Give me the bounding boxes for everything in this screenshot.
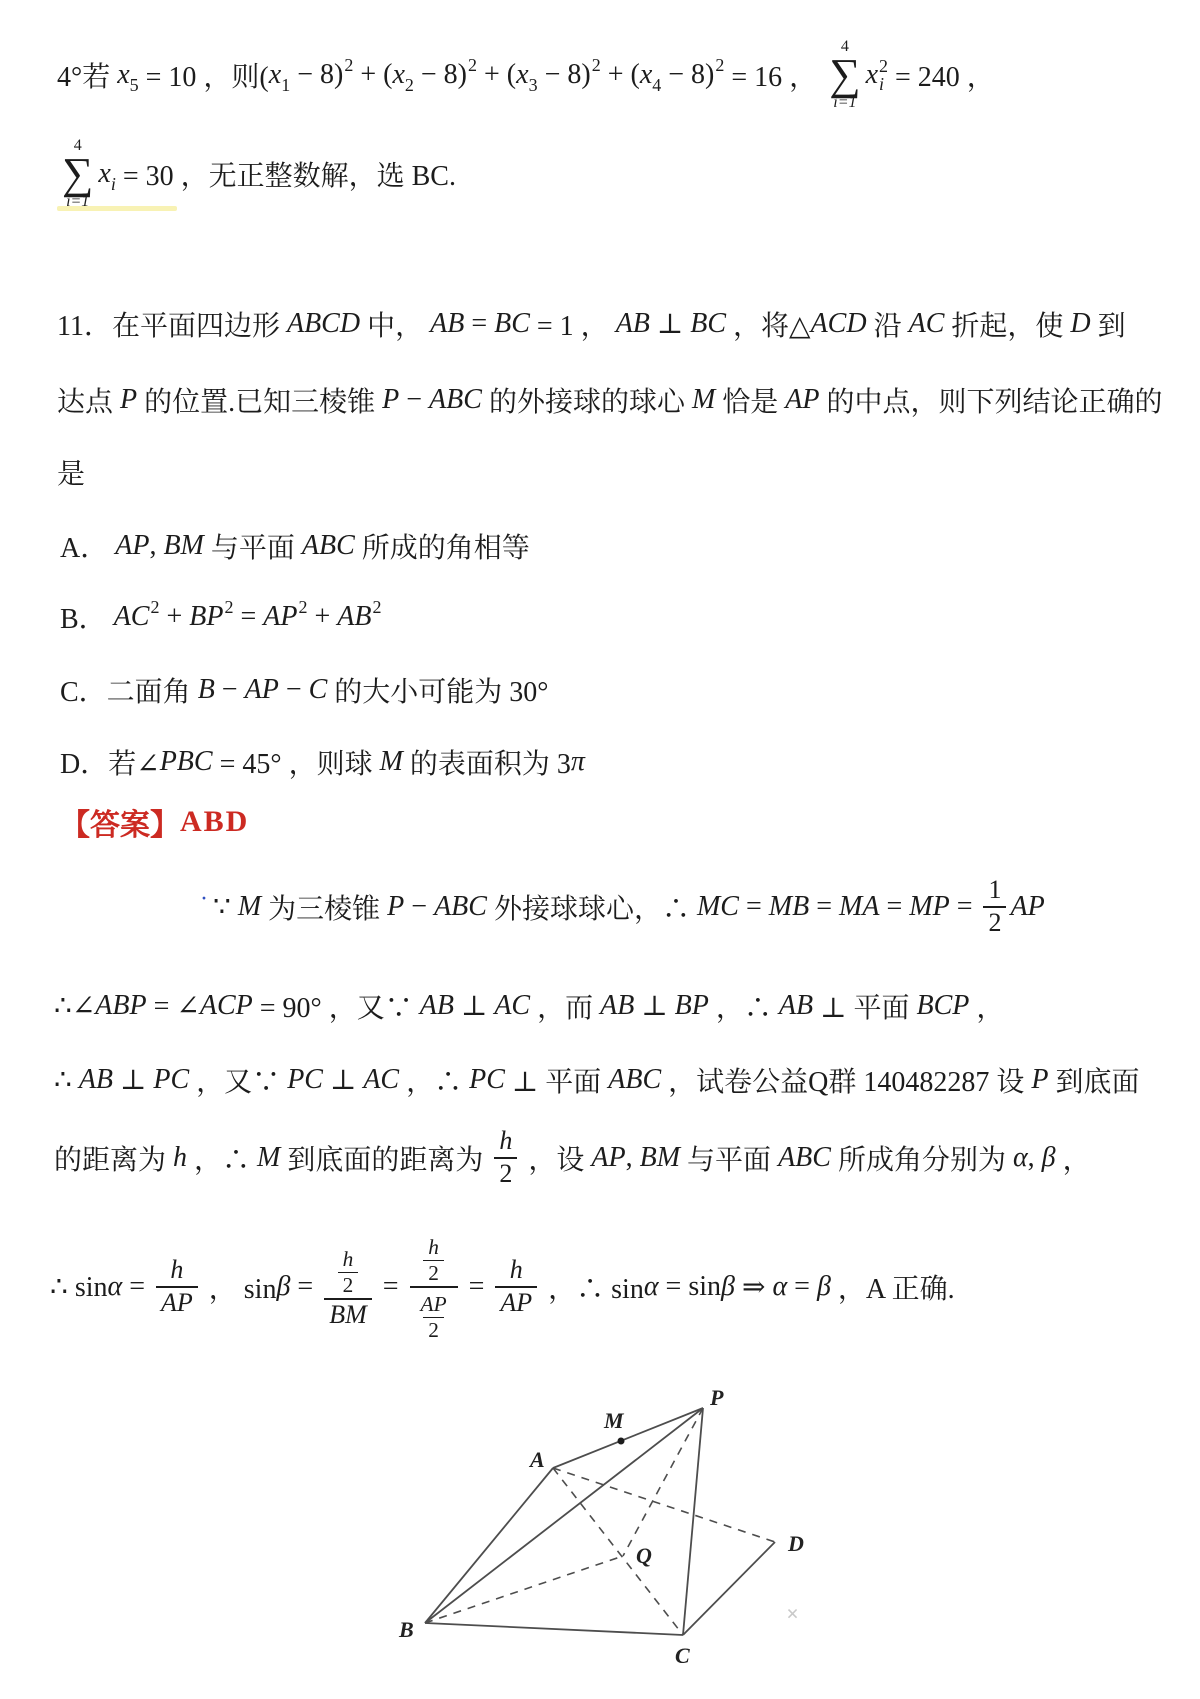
question11-line1: 11．在平面四边形 ABCD 中， AB = BC = 1 ， AB ⊥ BC ，将△ ACD 沿 AC 折起，使 D 到 [57,308,1126,342]
stray-blue-dot: · [200,885,208,912]
hidden-edge-PQ [623,1408,703,1556]
geometry-diagram [330,1380,840,1680]
fraction: $\frac{h}{2}$ [423,1235,444,1286]
fraction: $\frac{h}{2}$ [338,1247,359,1298]
edge-BP [425,1408,703,1623]
solution4-line2: 4 ∑ i=1 x i = 30 ，无正整数解，选 BC. [62,136,456,211]
solution11-line1: · ∵ M 为三棱锥 P − ABC 外接球球心，∴ MC = MB = MA = MP = $\frac{1}{2}$ AP [200,875,1045,937]
vertex-label-A: A [530,1447,545,1472]
vertex-label-P: P [710,1385,724,1410]
scan-artifact-mark: × [786,1601,799,1626]
fraction: $\frac{1}{2}$ [983,875,1006,938]
solution11-line5: ∴ sin α = $\frac{h}{AP}$ ， sin β = $\frac{\frac{h}{2}}{BM}$ = $\frac{\frac{h}{2}}{\frac{AP}{2}}$ = $\frac{h}{AP}$ ，∴ sin α = sin β ⇒ α = β ，A 正确. [50,1212,955,1362]
solution11-line3: ∴ AB ⊥ PC ，又∵ PC ⊥ AC ，∴ PC ⊥ 平面 ABC ，试卷公益Q群 140482287 设 P 到底面 [54,1064,1140,1098]
fraction: $\frac{AP}{2}$ [420,1292,447,1343]
solution11-line4: 的距离为 h ，∴ M 到底面的距离为 $\frac{h}{2}$ ，设 AP , BM 与平面 ABC 所成角分别为 α , β ， [54,1126,1091,1188]
fraction [410,1231,458,1344]
solution4-line1: 4°若 x 5 = 10 ，则( x 1 − 8) 2 + ( x 2 − 8) 2 + ( x 3 − 8) 2 + ( x 4 − 8) 2 = 16 ， 4 ∑ i=1 x 2 i = 240 ， [57,37,995,112]
edge-CD [683,1542,775,1635]
vertex-label-C: C [675,1643,690,1668]
answer-line: 【答案】 ABD [60,805,250,842]
option-b: B． AC 2 + BP 2 = AP 2 + AB 2 [60,596,382,635]
edge-BC [425,1623,683,1635]
option-a: A． AP , BM 与平面 ABC 所成的角相等 [60,530,530,564]
option-d: D．若∠ PBC = 45° ，则球 M 的表面积为 3 π [60,746,585,780]
hidden-edge-BQ [425,1556,623,1623]
vertex-label-M: M [604,1408,624,1433]
summation-symbol: 4 ∑ i=1 [829,37,861,112]
vertex-label-B: B [399,1617,414,1642]
option-c: C．二面角 B − AP − C 的大小可能为 30° [60,674,549,708]
edge-BA [425,1468,553,1623]
vertex-label-Q: Q [636,1543,652,1568]
summation-symbol: 4 ∑ i=1 [62,136,94,211]
fraction: $\frac{h}{2}$ [494,1126,517,1189]
question11-line3: 是 [57,459,86,490]
edge-AP [553,1408,703,1468]
midpoint-dot-M [618,1438,625,1445]
vertex-label-D: D [788,1531,804,1556]
solution11-line2: ∴∠ ABP = ∠ ACP = 90° ，又∵ AB ⊥ AC ，而 AB ⊥ BP ，∴ AB ⊥ 平面 BCP ， [54,990,1005,1024]
fraction: $\frac{\frac{h}{2}}{BM}$ [324,1243,372,1331]
edge-PC [683,1408,703,1635]
sup-sub-stack: 2 i [879,56,888,94]
fraction: $\frac{h}{AP}$ [156,1255,198,1318]
hidden-edge-AC [553,1468,683,1635]
fraction: $\frac{h}{AP}$ [495,1255,537,1318]
question11-line2: 达点 P 的位置.已知三棱锥 P − ABC 的外接球的球心 M 恰是 AP 的中点，则下列结论正确的 [57,384,1163,418]
